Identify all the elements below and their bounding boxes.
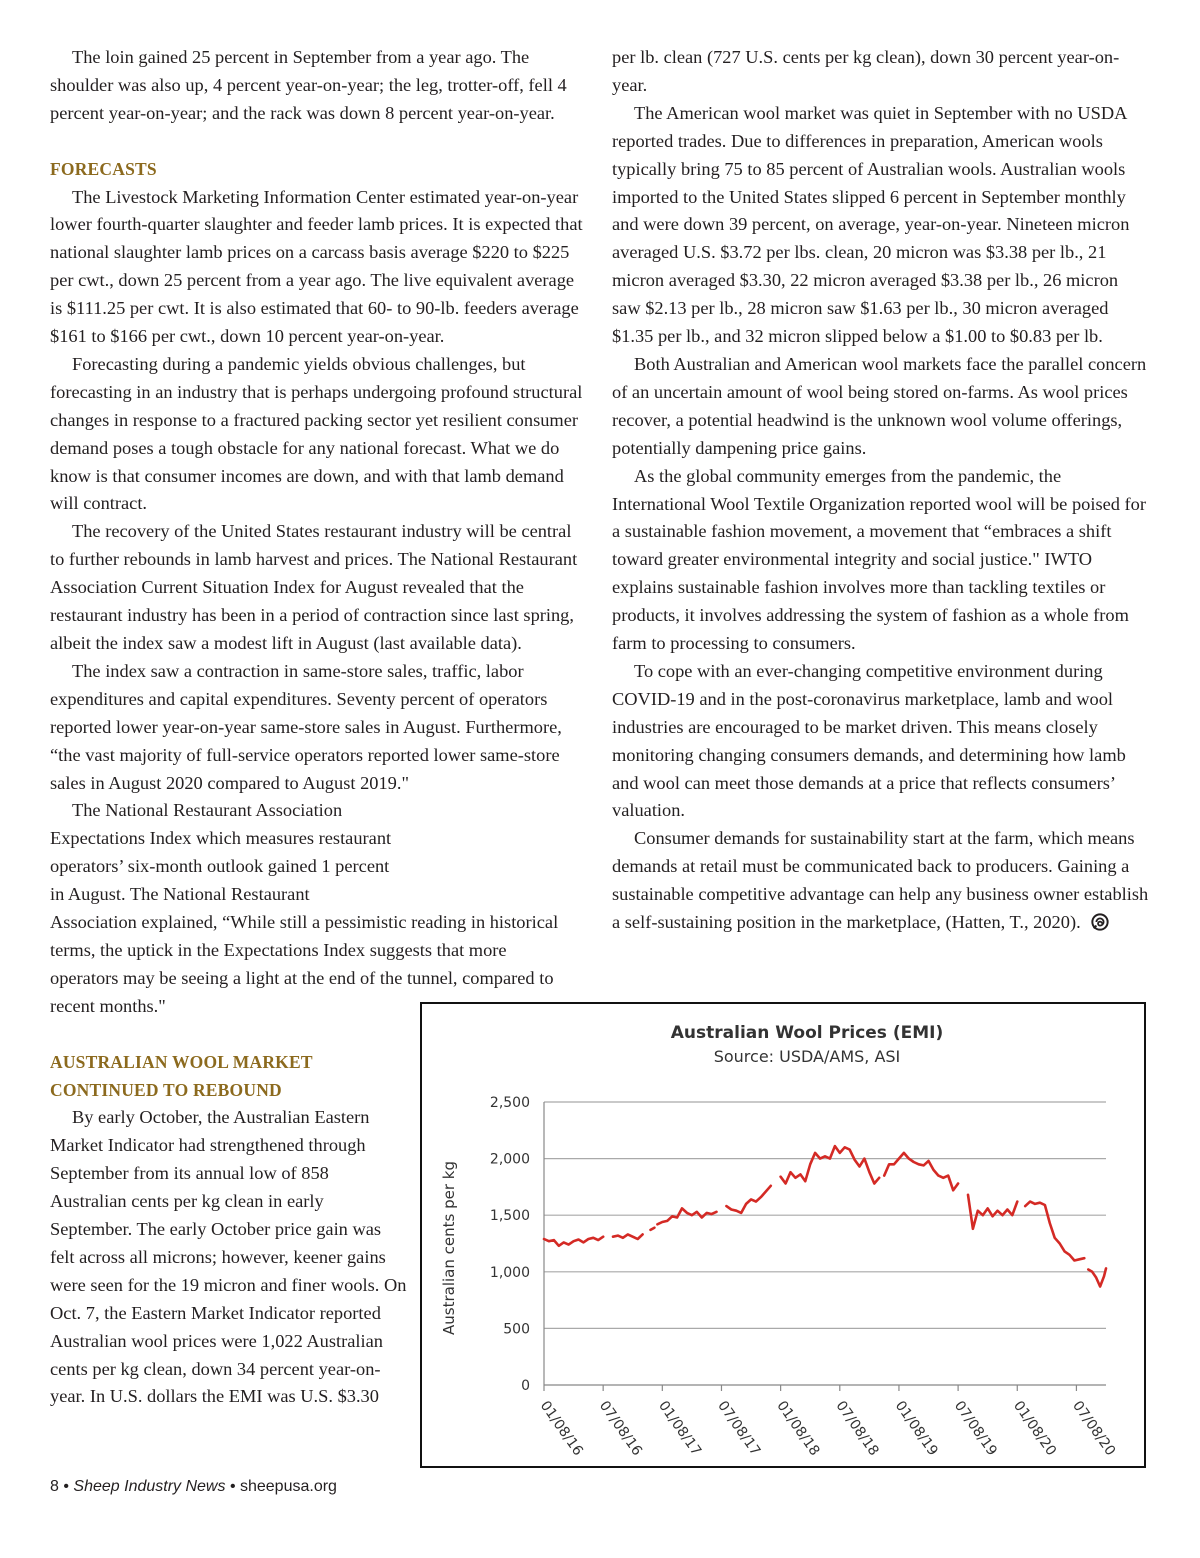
x-tick-label: 07/08/19 bbox=[950, 1398, 1001, 1459]
paragraph: The Livestock Marketing Information Center estimated year-on-year lower fourth-quarter slaughter and feeder lamb prices. It is expected that national slaughter lamb prices on a carcass basis average $220 to $225 per cwt., down 25 percent from a year ago. The live equivalent average is $111.25 per cwt. It is also estimated that 60- to 90-lb. feeders average $161 to $166 per cwt., down 10 percent year-on-year. bbox=[50, 186, 583, 347]
y-tick-label: 2,500 bbox=[489, 1095, 530, 1111]
x-tick-label: 01/08/16 bbox=[536, 1398, 586, 1459]
paragraph: The National Restaurant Association Expectations Index which measures restaurant operators’ six-month outlook gained 1 percent in August. The National Restaurant Association explained, “While still a pessimistic reading in historical terms, the uptick in the Expectations Index suggests that more operators may be seeing a light at the end of the tunnel, compared to recent months." bbox=[50, 800, 559, 1016]
wool-price-chart bbox=[420, 1002, 1146, 1468]
paragraph: The recovery of the United States restaurant industry will be central to further rebounds in lamb harvest and prices. The National Restaurant Association Current Situation Index for August revealed that the restaurant industry has been in a period of contraction since last spring, albeit the index saw a modest lift in August (last available data). bbox=[50, 521, 578, 654]
paragraph-with-end-mark bbox=[612, 825, 1150, 937]
paragraph: As the global community emerges from the pandemic, the International Wool Textile Organization reported wool will be poised for a sustainable fashion movement, a movement that “embraces a shift toward greater environmental integrity and social justice." IWTO explains sustainable fashion involves more than tackling textiles or products, it involves addressing the system of fashion as a whole from farm to processing to consumers. bbox=[612, 465, 1146, 654]
section-heading-forecasts: FORECASTS bbox=[50, 158, 157, 179]
x-tick-label: 01/08/17 bbox=[655, 1398, 705, 1459]
x-tick-label: 07/08/20 bbox=[1069, 1398, 1119, 1459]
page-footer bbox=[50, 1478, 337, 1496]
section-heading-wool-line2: CONTINUED TO REBOUND bbox=[50, 1079, 282, 1100]
paragraph: per lb. clean (727 U.S. cents per kg clean), down 30 percent year-on-year. bbox=[612, 47, 1120, 95]
page-number: 8 bbox=[50, 1478, 59, 1495]
footer-bullet: • bbox=[63, 1478, 74, 1495]
paragraph: Forecasting during a pandemic yields obvious challenges, but forecasting in an industry that is perhaps undergoing profound structural changes in response to a fractured packing sector yet resilient consumer demand poses a tough obstacle for any national forecast. What we do know is that consumer incomes are down, and with that lamb demand will contract. bbox=[50, 353, 583, 514]
x-tick-label: 07/08/18 bbox=[832, 1398, 882, 1459]
chart-title: Australian Wool Prices (EMI) bbox=[670, 1023, 944, 1043]
right-column bbox=[612, 44, 1150, 937]
chart-subtitle: Source: USDA/AMS, ASI bbox=[713, 1047, 901, 1066]
y-tick-label: 1,000 bbox=[489, 1264, 530, 1281]
series-line-segment bbox=[726, 1186, 770, 1213]
chart-svg bbox=[422, 1004, 1144, 1466]
series-line-segment bbox=[1088, 1268, 1106, 1286]
paragraph-text: Consumer demands for sustainability start at the farm, which means demands at retail must be communicated back to producers. Gaining a sustainable competitive advantage can help any business owner establish a self-sustaining position in the marketplace, (Hatten, T., 2020). bbox=[612, 828, 1149, 933]
paragraph: Both Australian and American wool markets face the parallel concern of an uncertain amount of wool being stored on-farms. As wool prices recover, a potential headwind is the unknown wool volume offerings, potentially dampening price gains. bbox=[612, 353, 1147, 458]
footer-bullet: • bbox=[229, 1478, 240, 1495]
section-heading-wool-line1: AUSTRALIAN WOOL MARKET bbox=[50, 1051, 313, 1072]
website: sheepusa.org bbox=[239, 1478, 337, 1495]
paragraph: The loin gained 25 percent in September from a year ago. The shoulder was also up, 4 percent year-on-year; the leg, trotter-off, fell 4 percent year-on-year; and the rack was down 8 percent year-on-year. bbox=[50, 47, 567, 123]
x-tick-label: 07/08/17 bbox=[714, 1398, 764, 1459]
series-line-segment bbox=[544, 1237, 603, 1246]
x-tick-label: 07/08/16 bbox=[595, 1398, 646, 1459]
paragraph: To cope with an ever-changing competitive environment during COVID-19 and in the post-coronavirus marketplace, lamb and wool industries are encouraged to be market driven. This means closely monitoring changing consumers demands, and determining how lamb and wool can meet those demands at a price that reflects consumers’ valuation. bbox=[612, 660, 1126, 821]
y-tick-label: 500 bbox=[503, 1321, 530, 1338]
series-line-segment bbox=[781, 1146, 880, 1183]
series-line-segment bbox=[657, 1208, 716, 1224]
x-tick-label: 01/08/18 bbox=[773, 1398, 823, 1459]
series-line-segment bbox=[613, 1234, 643, 1239]
x-tick-label: 01/08/20 bbox=[1009, 1398, 1060, 1459]
series-line-segment bbox=[651, 1228, 655, 1230]
paragraph: The index saw a contraction in same-store sales, traffic, labor expenditures and capital expenditures. Seventy percent of operators reported lower year-on-year same-store sales in August. Furthermore, “the vast majority of full-service operators reported lower same-store sales in August 2020 compared to August 2019." bbox=[50, 660, 562, 793]
spiral-logo-icon bbox=[1091, 913, 1109, 931]
y-axis-label: Australian cents per kg bbox=[440, 1161, 458, 1335]
publication-name: Sheep Industry News bbox=[73, 1478, 226, 1495]
y-tick-label: 1,500 bbox=[489, 1208, 530, 1225]
series-line-segment bbox=[968, 1195, 1017, 1229]
y-tick-label: 2,000 bbox=[489, 1151, 530, 1168]
paragraph: By early October, the Australian Eastern Market Indicator had strengthened through September from its annual low of 858 Australian cents per kg clean in early September. The early October price gain was felt across all microns; however, keener gains were seen for the 19 micron and finer wools. On Oct. 7, the Eastern Market Indicator reported Australian wool prices were 1,022 Australian cents per kg clean, down 34 percent year-on-year. In U.S. dollars the EMI was U.S. $3.30 bbox=[50, 1107, 407, 1407]
series-line-segment bbox=[1025, 1202, 1084, 1261]
y-tick-label: 0 bbox=[521, 1378, 530, 1394]
x-tick-label: 01/08/19 bbox=[891, 1398, 941, 1459]
paragraph: The American wool market was quiet in September with no USDA reported trades. Due to differences in preparation, American wools typically bring 75 to 85 percent of Australian wools. Australian wools imported to the United States slipped 6 percent in September monthly and were down 39 percent, on average, year-on-year. Nineteen micron averaged U.S. $3.72 per lbs. clean, 20 micron was $3.38 per lb., 21 micron averaged $3.30, 22 micron averaged $3.38 per lb., 26 micron saw $2.13 per lb., 28 micron saw $1.63 per lb., 30 micron averaged $1.35 per lb., and 32 micron slipped below a $1.00 to $0.83 per lb. bbox=[612, 102, 1130, 347]
